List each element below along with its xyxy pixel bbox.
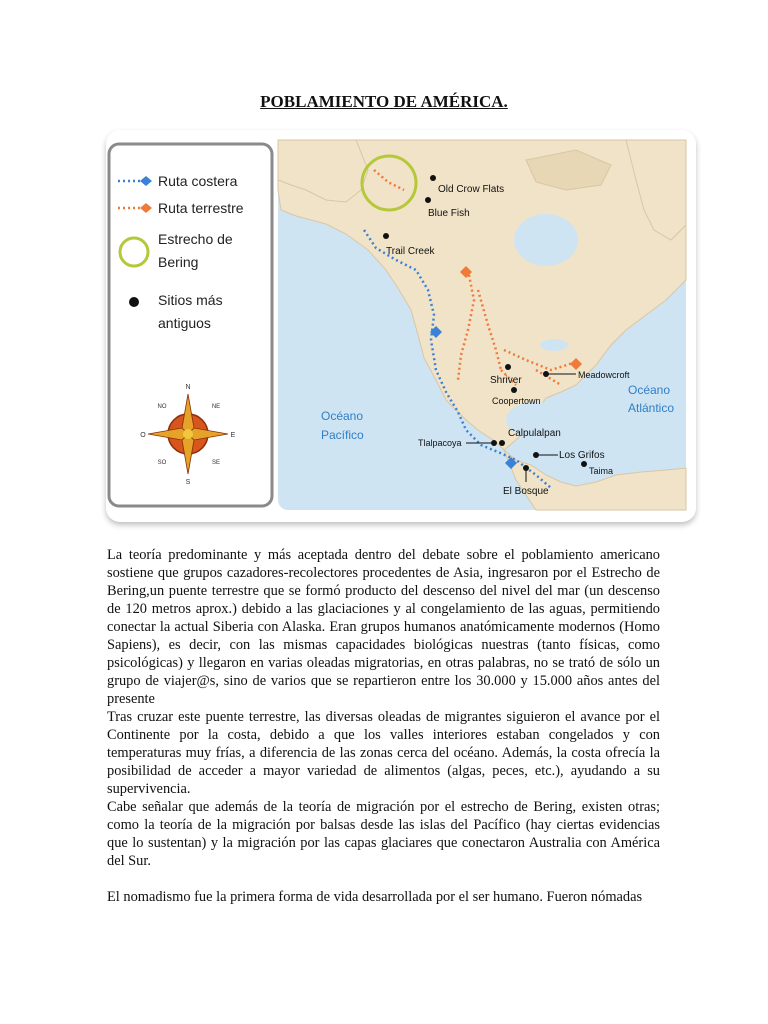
compass-o: O [140, 432, 146, 439]
great-lakes [540, 339, 568, 351]
compass-ne: NE [211, 404, 221, 410]
svg-text:Taima: Taima [589, 466, 614, 476]
svg-text:Tlalpacoya: Tlalpacoya [418, 438, 462, 448]
atlantic-label-1: Océano [628, 383, 671, 397]
paragraph-4: El nomadismo fue la primera forma de vida desarrollada por el ser humano. Fueron nómadas [107, 889, 643, 905]
legend-land-label: Ruta terrestre [158, 200, 244, 216]
svg-text:Shriver: Shriver [490, 375, 522, 386]
compass-e: E [230, 432, 236, 439]
paragraph-1: La teoría predominante y más aceptada dentro del debate sobre el poblamiento americano sostiene que grupos cazadores-recolectores procedentes de Asia, ingresaron por el Estrecho de Bering,un puente terrestre que se formó producto del descenso del nivel del mar (un descenso de 120 metros aprox.) debido a las glaciaciones y al congelamiento de las aguas, permitiendo conectar la actual Siberia con Alaska. Eran grupos humanos anatómicamente modernos (Homo Sapiens), es decir, con las mismas capacidades biológicas nuestras (tanto físicas, como psicológicas) y llegaron en varias oleadas migratorias, en otras palabras, no se trató de sólo un grupo de viajer@s, sino de varios que se repartieron entre los 30.000 y 15.000 años antes del presente [107, 547, 660, 707]
paragraph-3: Cabe señalar que además de la teoría de migración por el estrecho de Bering, existen otras; como la teoría de la migración por balsas desde las islas del Pacífico (hay ciertas evidencias que lo sustentan) y la migración por las capas glaciares que conectaron Australia con América del Sur. [107, 799, 660, 869]
legend-sites-line1: Sitios más [158, 292, 223, 308]
svg-text:Coopertown: Coopertown [492, 396, 541, 406]
paragraph-2: Tras cruzar este puente terrestre, las diversas oleadas de migrantes siguieron el avance por el Continente por la costa, debido a que los valles interiores estaban congelados y con temperaturas muy frías, a diferencia de las zonas cerca del océano. Además, la costa ofrecía la posibilidad de acceder a mayor variedad de alimentos (algas, peces, etc.), ayudando a su supervivencia. [107, 709, 660, 797]
compass-n: N [185, 384, 191, 391]
compass-no: NO [157, 404, 167, 410]
svg-text:Trail Creek: Trail Creek [386, 246, 435, 257]
svg-text:Old Crow Flats: Old Crow Flats [438, 184, 505, 195]
body-text [107, 546, 660, 906]
pacific-label-2: Pacífico [321, 428, 364, 442]
svg-text:Blue Fish: Blue Fish [428, 208, 470, 219]
legend-coastal-label: Ruta costera [158, 173, 238, 189]
page-title: POBLAMIENTO DE AMÉRICA. [260, 92, 508, 111]
compass-so: SO [157, 460, 167, 466]
site-dot-icon [129, 297, 139, 307]
pacific-label-1: Océano [321, 409, 364, 423]
hudson-bay [514, 214, 578, 266]
svg-text:Los Grifos: Los Grifos [559, 450, 605, 461]
legend-bering-line1: Estrecho de [158, 231, 233, 247]
compass-s: S [185, 479, 191, 486]
svg-text:Calpulalpan: Calpulalpan [508, 428, 561, 439]
svg-text:El Bosque: El Bosque [503, 486, 549, 497]
svg-text:Meadowcroft: Meadowcroft [578, 370, 630, 380]
legend-bering-line2: Bering [158, 254, 199, 270]
compass-se: SE [211, 460, 221, 466]
legend-sites-line2: antiguos [158, 315, 211, 331]
atlantic-label-2: Atlántico [628, 401, 675, 415]
migration-map [106, 130, 696, 522]
